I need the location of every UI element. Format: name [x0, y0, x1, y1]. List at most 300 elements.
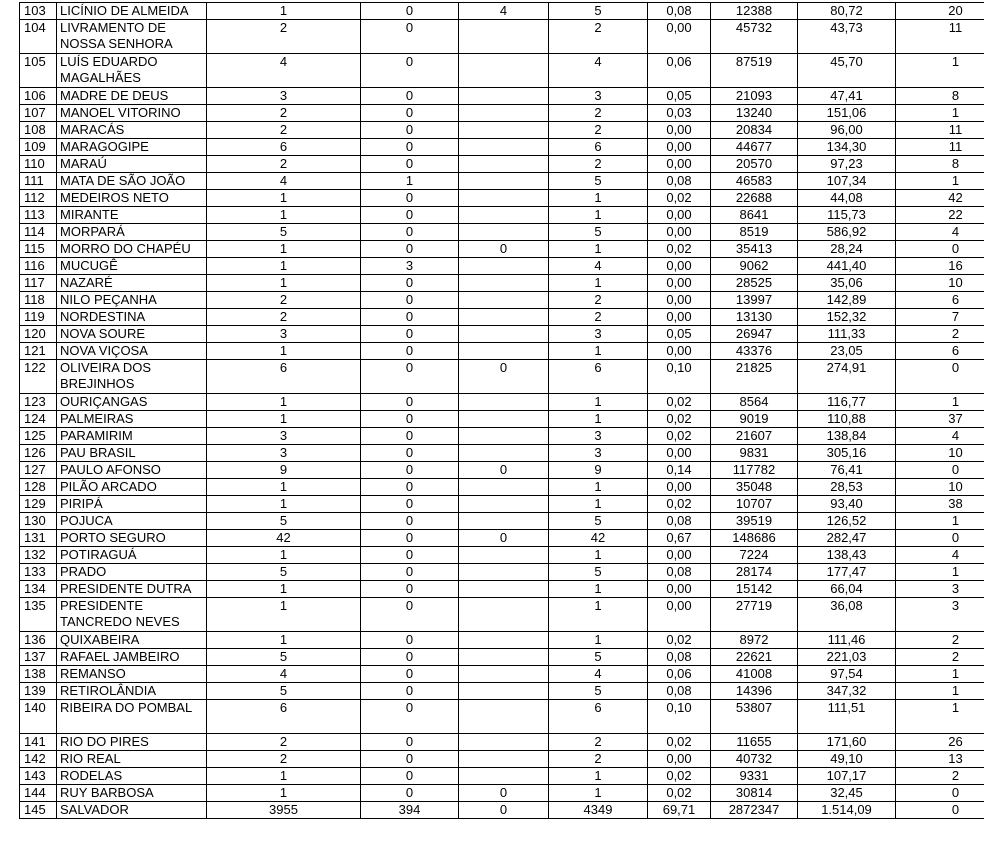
rank-cell: 1 [896, 394, 984, 411]
cases-col-3-cell [459, 292, 549, 309]
row-number-cell: 123 [20, 394, 57, 411]
incidence-cell: 28,53 [798, 479, 896, 496]
rate-cell: 0,00 [648, 275, 711, 292]
rank-cell: 1 [896, 513, 984, 530]
incidence-cell: 221,03 [798, 649, 896, 666]
rank-cell: 1 [896, 105, 984, 122]
cases-col-3-cell: 4 [459, 3, 549, 20]
cases-col-2-cell: 0 [361, 700, 459, 734]
incidence-cell: 110,88 [798, 411, 896, 428]
table-row [20, 462, 984, 479]
row-number-cell: 114 [20, 224, 57, 241]
rank-cell: 0 [896, 530, 984, 547]
cases-col-2-cell: 0 [361, 394, 459, 411]
rate-cell: 0,00 [648, 139, 711, 156]
incidence-cell: 23,05 [798, 343, 896, 360]
rate-cell: 0,02 [648, 768, 711, 785]
table-row [20, 105, 984, 122]
rate-cell: 0,00 [648, 309, 711, 326]
table-row [20, 598, 984, 632]
rank-cell: 26 [896, 734, 984, 751]
population-cell: 35413 [711, 241, 798, 258]
rate-cell: 0,00 [648, 581, 711, 598]
incidence-cell: 97,54 [798, 666, 896, 683]
incidence-cell: 49,10 [798, 751, 896, 768]
municipality-name-cell: RODELAS [57, 768, 207, 785]
total-cases-cell: 4349 [549, 802, 648, 819]
rate-cell: 0,02 [648, 428, 711, 445]
cases-col-1-cell: 2 [207, 156, 361, 173]
incidence-cell: 66,04 [798, 581, 896, 598]
rate-cell: 0,00 [648, 751, 711, 768]
table-row [20, 122, 984, 139]
cases-col-3-cell [459, 734, 549, 751]
cases-col-1-cell: 1 [207, 343, 361, 360]
municipality-name-cell: POJUCA [57, 513, 207, 530]
row-number-cell: 142 [20, 751, 57, 768]
municipality-name-cell: PILÃO ARCADO [57, 479, 207, 496]
cases-col-1-cell: 5 [207, 683, 361, 700]
cases-col-2-cell: 0 [361, 530, 459, 547]
municipality-name-cell: QUIXABEIRA [57, 632, 207, 649]
rank-cell: 11 [896, 20, 984, 54]
municipality-name-cell: OLIVEIRA DOS BREJINHOS [57, 360, 207, 394]
rate-cell: 0,00 [648, 224, 711, 241]
rate-cell: 0,00 [648, 207, 711, 224]
table-row [20, 156, 984, 173]
municipality-name-cell: MIRANTE [57, 207, 207, 224]
rate-cell: 0,00 [648, 479, 711, 496]
cases-col-3-cell: 0 [459, 802, 549, 819]
cases-col-3-cell [459, 190, 549, 207]
cases-col-2-cell: 0 [361, 734, 459, 751]
cases-col-1-cell: 4 [207, 666, 361, 683]
table-row [20, 20, 984, 54]
cases-col-3-cell [459, 275, 549, 292]
table-row [20, 428, 984, 445]
rank-cell: 1 [896, 173, 984, 190]
incidence-cell: 47,41 [798, 88, 896, 105]
rate-cell: 0,10 [648, 700, 711, 734]
total-cases-cell: 1 [549, 394, 648, 411]
population-cell: 8641 [711, 207, 798, 224]
rate-cell: 0,02 [648, 241, 711, 258]
total-cases-cell: 1 [549, 207, 648, 224]
cases-col-3-cell [459, 479, 549, 496]
table-row [20, 802, 984, 819]
municipality-name-cell: PIRIPÁ [57, 496, 207, 513]
population-cell: 11655 [711, 734, 798, 751]
rate-cell: 0,00 [648, 343, 711, 360]
incidence-cell: 45,70 [798, 54, 896, 88]
incidence-cell: 76,41 [798, 462, 896, 479]
cases-col-1-cell: 1 [207, 241, 361, 258]
total-cases-cell: 2 [549, 309, 648, 326]
rank-cell: 6 [896, 343, 984, 360]
total-cases-cell: 2 [549, 292, 648, 309]
municipality-name-cell: RIO REAL [57, 751, 207, 768]
incidence-cell: 138,43 [798, 547, 896, 564]
cases-col-2-cell: 0 [361, 768, 459, 785]
municipality-name-cell: PAULO AFONSO [57, 462, 207, 479]
total-cases-cell: 2 [549, 20, 648, 54]
total-cases-cell: 5 [549, 683, 648, 700]
cases-col-3-cell [459, 54, 549, 88]
cases-col-3-cell [459, 207, 549, 224]
row-number-cell: 119 [20, 309, 57, 326]
total-cases-cell: 1 [549, 241, 648, 258]
total-cases-cell: 2 [549, 105, 648, 122]
rate-cell: 0,08 [648, 3, 711, 20]
cases-col-3-cell: 0 [459, 785, 549, 802]
row-number-cell: 112 [20, 190, 57, 207]
population-cell: 40732 [711, 751, 798, 768]
cases-col-3-cell [459, 139, 549, 156]
incidence-cell: 111,46 [798, 632, 896, 649]
cases-col-3-cell [459, 343, 549, 360]
municipality-name-cell: MEDEIROS NETO [57, 190, 207, 207]
municipality-name-cell: NAZARÉ [57, 275, 207, 292]
cases-col-3-cell: 0 [459, 462, 549, 479]
incidence-cell: 305,16 [798, 445, 896, 462]
row-number-cell: 137 [20, 649, 57, 666]
rate-cell: 0,05 [648, 88, 711, 105]
row-number-cell: 122 [20, 360, 57, 394]
cases-col-2-cell: 0 [361, 513, 459, 530]
table-row [20, 564, 984, 581]
cases-col-3-cell [459, 768, 549, 785]
table-row [20, 700, 984, 734]
rank-cell: 3 [896, 581, 984, 598]
cases-col-1-cell: 1 [207, 581, 361, 598]
row-number-cell: 145 [20, 802, 57, 819]
total-cases-cell: 5 [549, 649, 648, 666]
table-row [20, 445, 984, 462]
cases-col-1-cell: 1 [207, 496, 361, 513]
cases-col-1-cell: 2 [207, 105, 361, 122]
cases-col-1-cell: 3 [207, 445, 361, 462]
cases-col-2-cell: 0 [361, 275, 459, 292]
rank-cell: 2 [896, 649, 984, 666]
cases-col-1-cell: 1 [207, 479, 361, 496]
rank-cell: 0 [896, 785, 984, 802]
incidence-cell: 97,23 [798, 156, 896, 173]
table-row [20, 309, 984, 326]
row-number-cell: 106 [20, 88, 57, 105]
cases-col-1-cell: 2 [207, 292, 361, 309]
rank-cell: 3 [896, 598, 984, 632]
rank-cell: 0 [896, 462, 984, 479]
cases-col-2-cell: 0 [361, 54, 459, 88]
total-cases-cell: 4 [549, 258, 648, 275]
municipality-name-cell: MARAGOGIPE [57, 139, 207, 156]
population-cell: 27719 [711, 598, 798, 632]
table-row [20, 3, 984, 20]
cases-col-3-cell [459, 258, 549, 275]
cases-col-1-cell: 3 [207, 428, 361, 445]
rank-cell: 4 [896, 547, 984, 564]
cases-col-1-cell: 1 [207, 768, 361, 785]
incidence-cell: 44,08 [798, 190, 896, 207]
table-row [20, 394, 984, 411]
cases-col-2-cell: 0 [361, 20, 459, 54]
total-cases-cell: 2 [549, 751, 648, 768]
cases-col-2-cell: 0 [361, 241, 459, 258]
total-cases-cell: 42 [549, 530, 648, 547]
cases-col-1-cell: 1 [207, 547, 361, 564]
rate-cell: 0,02 [648, 394, 711, 411]
total-cases-cell: 2 [549, 156, 648, 173]
population-cell: 13240 [711, 105, 798, 122]
rank-cell: 2 [896, 768, 984, 785]
cases-col-3-cell [459, 598, 549, 632]
table-row [20, 88, 984, 105]
cases-col-3-cell [459, 326, 549, 343]
cases-col-2-cell: 0 [361, 581, 459, 598]
total-cases-cell: 1 [549, 343, 648, 360]
total-cases-cell: 1 [549, 496, 648, 513]
cases-col-2-cell: 0 [361, 207, 459, 224]
rate-cell: 0,67 [648, 530, 711, 547]
population-cell: 26947 [711, 326, 798, 343]
rate-cell: 0,02 [648, 632, 711, 649]
row-number-cell: 104 [20, 20, 57, 54]
cases-col-1-cell: 5 [207, 513, 361, 530]
rank-cell: 4 [896, 428, 984, 445]
rate-cell: 0,14 [648, 462, 711, 479]
cases-col-2-cell: 0 [361, 785, 459, 802]
population-cell: 28174 [711, 564, 798, 581]
cases-col-3-cell [459, 20, 549, 54]
rank-cell: 0 [896, 360, 984, 394]
rate-cell: 0,00 [648, 598, 711, 632]
municipality-name-cell: NOVA VIÇOSA [57, 343, 207, 360]
rank-cell: 2 [896, 632, 984, 649]
cases-col-1-cell: 4 [207, 173, 361, 190]
table-row [20, 530, 984, 547]
cases-col-1-cell: 9 [207, 462, 361, 479]
cases-col-1-cell: 3 [207, 326, 361, 343]
cases-col-3-cell [459, 632, 549, 649]
population-cell: 13130 [711, 309, 798, 326]
municipality-name-cell: REMANSO [57, 666, 207, 683]
cases-col-2-cell: 0 [361, 666, 459, 683]
rank-cell: 42 [896, 190, 984, 207]
cases-col-2-cell: 0 [361, 139, 459, 156]
population-cell: 8519 [711, 224, 798, 241]
population-cell: 53807 [711, 700, 798, 734]
incidence-cell: 43,73 [798, 20, 896, 54]
row-number-cell: 103 [20, 3, 57, 20]
cases-col-3-cell: 0 [459, 360, 549, 394]
cases-col-3-cell [459, 496, 549, 513]
population-cell: 35048 [711, 479, 798, 496]
row-number-cell: 130 [20, 513, 57, 530]
cases-col-1-cell: 2 [207, 734, 361, 751]
rate-cell: 0,00 [648, 292, 711, 309]
rank-cell: 8 [896, 88, 984, 105]
cases-col-1-cell: 4 [207, 54, 361, 88]
incidence-cell: 115,73 [798, 207, 896, 224]
total-cases-cell: 3 [549, 428, 648, 445]
rank-cell: 7 [896, 309, 984, 326]
total-cases-cell: 5 [549, 3, 648, 20]
rate-cell: 0,08 [648, 513, 711, 530]
table-row [20, 173, 984, 190]
rank-cell: 11 [896, 139, 984, 156]
rank-cell: 1 [896, 683, 984, 700]
incidence-cell: 347,32 [798, 683, 896, 700]
cases-col-3-cell [459, 564, 549, 581]
incidence-cell: 111,51 [798, 700, 896, 734]
cases-col-1-cell: 1 [207, 190, 361, 207]
rate-cell: 0,02 [648, 496, 711, 513]
total-cases-cell: 6 [549, 360, 648, 394]
cases-col-3-cell [459, 445, 549, 462]
cases-col-3-cell [459, 411, 549, 428]
row-number-cell: 135 [20, 598, 57, 632]
total-cases-cell: 1 [549, 768, 648, 785]
rate-cell: 0,03 [648, 105, 711, 122]
total-cases-cell: 1 [549, 598, 648, 632]
population-cell: 20834 [711, 122, 798, 139]
cases-col-1-cell: 2 [207, 309, 361, 326]
table-row [20, 785, 984, 802]
incidence-cell: 111,33 [798, 326, 896, 343]
municipality-name-cell: MANOEL VITORINO [57, 105, 207, 122]
table-row [20, 666, 984, 683]
total-cases-cell: 4 [549, 54, 648, 88]
rate-cell: 0,05 [648, 326, 711, 343]
municipality-name-cell: MARAÚ [57, 156, 207, 173]
rate-cell: 0,00 [648, 547, 711, 564]
total-cases-cell: 3 [549, 326, 648, 343]
cases-col-1-cell: 1 [207, 275, 361, 292]
cases-col-3-cell [459, 309, 549, 326]
incidence-cell: 116,77 [798, 394, 896, 411]
cases-col-1-cell: 2 [207, 122, 361, 139]
table-row [20, 275, 984, 292]
rank-cell: 10 [896, 445, 984, 462]
table-row [20, 360, 984, 394]
total-cases-cell: 6 [549, 700, 648, 734]
table-row [20, 224, 984, 241]
municipality-name-cell: PRESIDENTE DUTRA [57, 581, 207, 598]
row-number-cell: 105 [20, 54, 57, 88]
row-number-cell: 133 [20, 564, 57, 581]
table-row [20, 513, 984, 530]
cases-col-3-cell [459, 224, 549, 241]
incidence-cell: 138,84 [798, 428, 896, 445]
municipality-name-cell: MADRE DE DEUS [57, 88, 207, 105]
table-row [20, 326, 984, 343]
rank-cell: 0 [896, 802, 984, 819]
incidence-cell: 93,40 [798, 496, 896, 513]
total-cases-cell: 9 [549, 462, 648, 479]
population-cell: 43376 [711, 343, 798, 360]
cases-col-2-cell: 0 [361, 292, 459, 309]
population-cell: 117782 [711, 462, 798, 479]
municipality-name-cell: RETIROLÂNDIA [57, 683, 207, 700]
rank-cell: 6 [896, 292, 984, 309]
cases-col-3-cell [459, 700, 549, 734]
cases-col-1-cell: 1 [207, 632, 361, 649]
table-row [20, 241, 984, 258]
total-cases-cell: 1 [549, 275, 648, 292]
incidence-cell: 126,52 [798, 513, 896, 530]
total-cases-cell: 2 [549, 122, 648, 139]
population-cell: 7224 [711, 547, 798, 564]
cases-col-1-cell: 1 [207, 785, 361, 802]
row-number-cell: 125 [20, 428, 57, 445]
municipality-name-cell: PORTO SEGURO [57, 530, 207, 547]
cases-col-2-cell: 1 [361, 173, 459, 190]
row-number-cell: 108 [20, 122, 57, 139]
row-number-cell: 144 [20, 785, 57, 802]
row-number-cell: 141 [20, 734, 57, 751]
table-row [20, 411, 984, 428]
rank-cell: 20 [896, 3, 984, 20]
population-cell: 44677 [711, 139, 798, 156]
incidence-cell: 107,17 [798, 768, 896, 785]
cases-col-2-cell: 0 [361, 751, 459, 768]
municipality-name-cell: PALMEIRAS [57, 411, 207, 428]
population-cell: 8972 [711, 632, 798, 649]
municipality-name-cell: LUÍS EDUARDO MAGALHÃES [57, 54, 207, 88]
cases-col-2-cell: 0 [361, 598, 459, 632]
population-cell: 10707 [711, 496, 798, 513]
row-number-cell: 120 [20, 326, 57, 343]
row-number-cell: 140 [20, 700, 57, 734]
cases-col-2-cell: 0 [361, 496, 459, 513]
incidence-cell: 32,45 [798, 785, 896, 802]
total-cases-cell: 5 [549, 224, 648, 241]
cases-col-2-cell: 3 [361, 258, 459, 275]
cases-col-1-cell: 1 [207, 207, 361, 224]
cases-col-1-cell: 5 [207, 224, 361, 241]
row-number-cell: 138 [20, 666, 57, 683]
row-number-cell: 126 [20, 445, 57, 462]
population-cell: 9062 [711, 258, 798, 275]
municipality-name-cell: OURIÇANGAS [57, 394, 207, 411]
rank-cell: 22 [896, 207, 984, 224]
table-row [20, 190, 984, 207]
total-cases-cell: 1 [549, 547, 648, 564]
row-number-cell: 113 [20, 207, 57, 224]
municipality-name-cell: PRESIDENTE TANCREDO NEVES [57, 598, 207, 632]
row-number-cell: 109 [20, 139, 57, 156]
incidence-cell: 1.514,09 [798, 802, 896, 819]
municipality-name-cell: NORDESTINA [57, 309, 207, 326]
municipality-name-cell: RAFAEL JAMBEIRO [57, 649, 207, 666]
rank-cell: 8 [896, 156, 984, 173]
table-row [20, 649, 984, 666]
municipality-name-cell: RIBEIRA DO POMBAL [57, 700, 207, 734]
cases-col-3-cell [459, 547, 549, 564]
row-number-cell: 117 [20, 275, 57, 292]
cases-col-2-cell: 0 [361, 105, 459, 122]
row-number-cell: 121 [20, 343, 57, 360]
table-row [20, 768, 984, 785]
municipality-name-cell: MATA DE SÃO JOÃO [57, 173, 207, 190]
municipality-name-cell: SALVADOR [57, 802, 207, 819]
table-row [20, 207, 984, 224]
rank-cell: 2 [896, 326, 984, 343]
municipality-name-cell: MORRO DO CHAPÉU [57, 241, 207, 258]
cases-col-1-cell: 42 [207, 530, 361, 547]
municipality-name-cell: LIVRAMENTO DE NOSSA SENHORA [57, 20, 207, 54]
municipality-table [19, 2, 984, 819]
